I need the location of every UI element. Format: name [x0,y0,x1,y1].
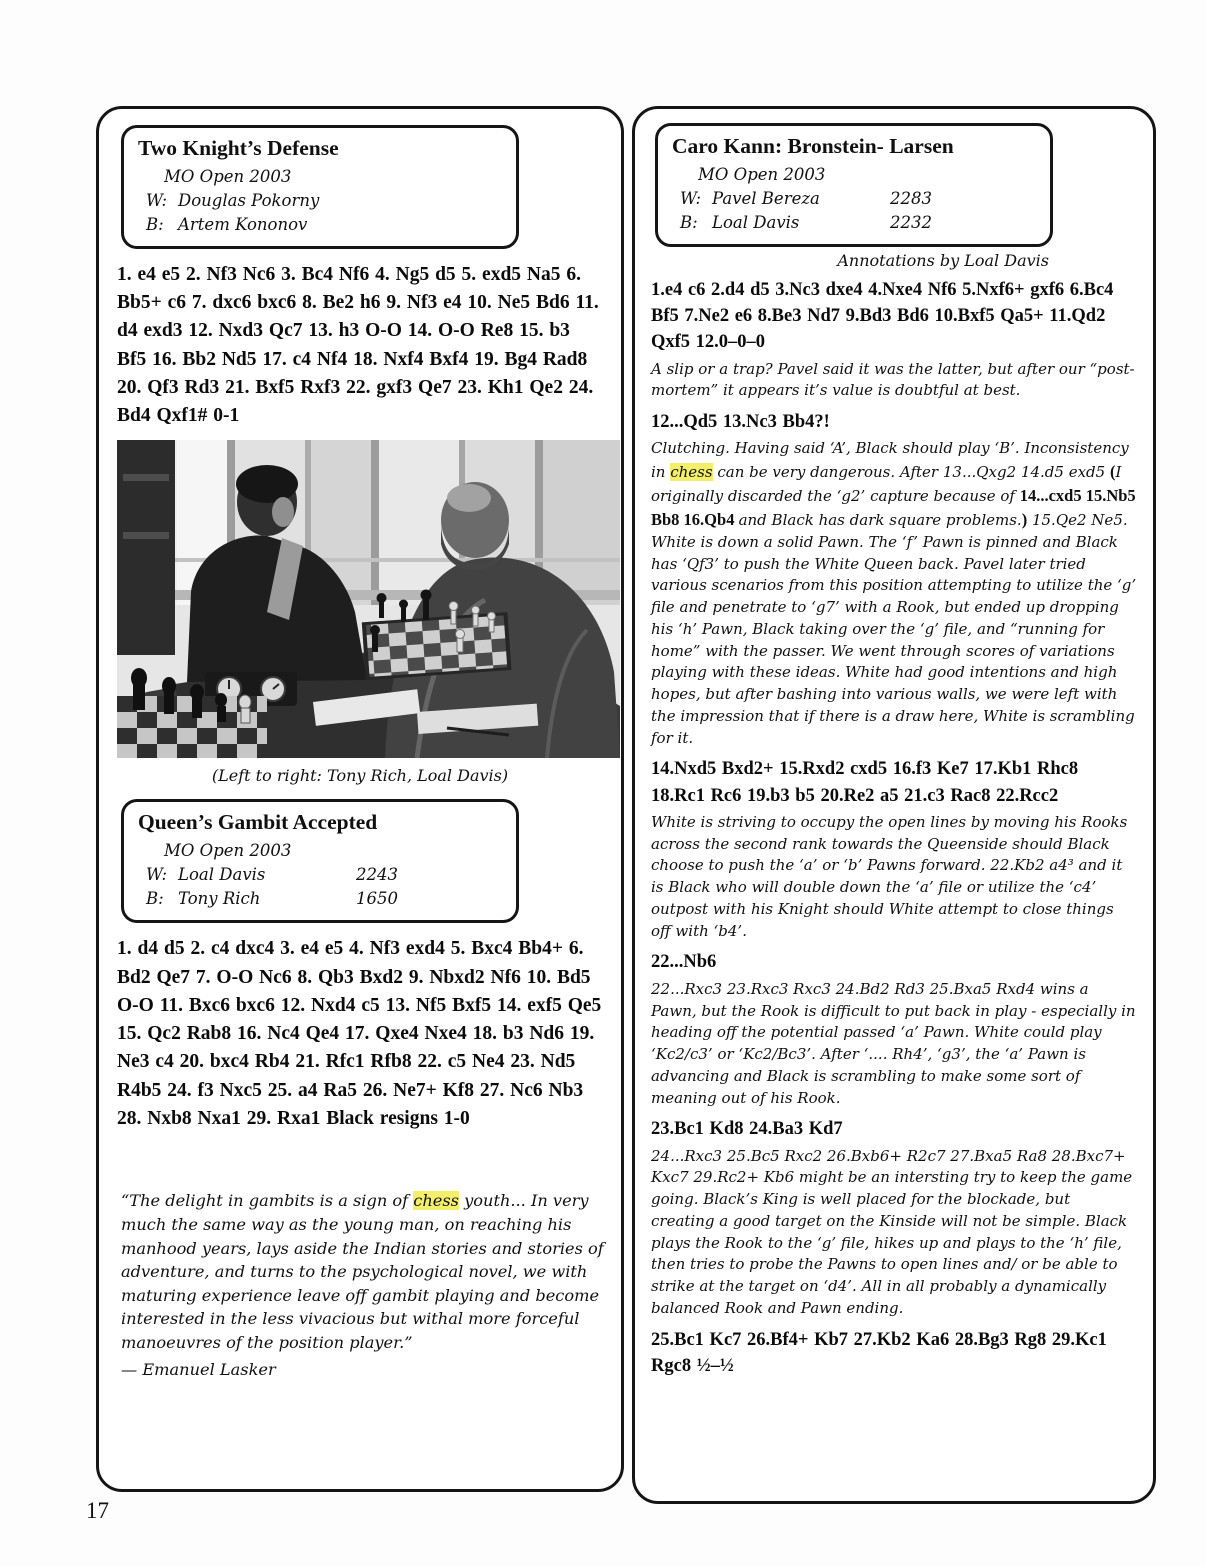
annotation-note-5: 24...Rxc3 25.Bc5 Rxc2 26.Bxb6+ R2c7 27.Bxa5 Ra8 28.Bxc7+ Kxc7 29.Rc2+ Kb6 might be an intersting try to keep the game going. Black’s King is well placed for the blockade, but creating a good target on the Kinside will not be simple. Black plays the Rook to the ‘g’ file, hikes up and plays to the ‘h’ file, then tries to probe the Pawns to open lines and/ or be able to strike at the target on ‘d4’. All in all probably a dynamically balanced Rook and Pawn ending. [651,1146,1133,1317]
photo-illustration [117,440,620,758]
note-run: Clutching. Having said ‘A’, Black should play ‘B’. Inconsistency in [651,439,1129,482]
player-row-black [680,213,1036,232]
black-label: B: [680,212,698,232]
black-name: Artem Kononov [178,214,308,234]
photo-chess-players [117,440,620,758]
white-label: W: [146,865,168,885]
note-run-bold: ( [1109,462,1116,482]
note-run: 15.Qe2 Ne5. White is down a solid Pawn. The ‘f’ Pawn is pinned and Black has ‘Qf3’ to push the White Queen back. Pavel later tried various scenarios from this position attempting to utilize the ‘g’ file and penetrate to ‘g7’ with a Rook, but ended up dropping his ‘h’ Pawn, Black taking over the ‘g’ file, and “running for home” with the passer. We went through scores of variations playing with these ideas. White had good intentions and high hopes, but after bashing into various walls, we were left with the impression that if there is a draw here, White is scrambling for it. [651,511,1137,747]
game-header-qga [121,799,519,923]
annotations-credit: Annotations by Loal Davis [837,250,1049,270]
game-title: Queen’s Gambit Accepted [138,810,378,835]
quote-text: youth... In very much the same way as the young man, on reaching his manhood years, lays aside the Indian stories and stories of adventure, and turns to the psychological novel, we with maturing experience leave off gambit playing and become interested in the less vivacious but withal more forceful manoeuvres of the position player.” [121,1191,604,1353]
right-column [632,106,1156,1504]
quote-text: “The delight in gambits is a sign of [121,1191,414,1211]
white-name: Pavel Bereza [712,188,820,208]
note-run: I originally discarded the ‘g2’ capture because of [651,463,1122,506]
white-label: W: [146,190,168,210]
moves-heading-1: 1.e4 c6 2.d4 d5 3.Nc3 dxe4 4.Nxe4 Nf6 5.Nxf6+ gxf6 6.Bc4 Bf5 7.Ne2 e6 8.Be3 Nd7 9.Bd3 Bd6 10.Bxf5 Qa5+ 11.Qd2 Qxf5 12.0–0–0 [651,279,1114,353]
black-label: B: [146,214,164,234]
annotation-note-1: A slip or a trap? Pavel said it was the latter, but after our “post-mortem” it appears it’s value is doubtful at best. [651,359,1135,400]
moves-heading-5: 23.Bc1 Kd8 24.Ba3 Kd7 [651,1119,843,1140]
photo-caption: (Left to right: Tony Rich, Loal Davis) [211,766,509,786]
moves-heading-6: 25.Bc1 Kc7 26.Bf4+ Kb7 27.Kb2 Ka6 28.Bg3 Rg8 29.Kc1 Rgc8 ½–½ [651,1329,1107,1376]
white-name: Loal Davis [178,865,266,885]
annotation-note-3: White is striving to occupy the open lines by moving his Rooks across the second rank towards the Queenside should Black choose to push the ‘a’ or ‘b’ Pawns forward. 22.Kb2 a4³ and it is Black who will double down the ‘a’ file or utilize the ‘c4’ outpost with his Knight should White attempt to close things off with ‘b4’. [651,812,1128,940]
white-rating: 2283 [890,188,932,208]
black-name: Loal Davis [712,212,800,232]
game-header-two-knights [121,125,519,249]
note-run: can be very dangerous. After 13...Qxg2 14.d5 exd5 [712,463,1110,482]
player-row-white [146,191,502,210]
game-header-caro-kann [655,123,1053,247]
black-rating: 2232 [890,212,932,232]
page-number: 17 [86,1498,109,1523]
game-title: Two Knight’s Defense [138,136,339,160]
black-rating: 1650 [356,889,398,909]
note-run-bold: 14...cxd5 15.Nb5 Bb8 16.Qb4 [651,486,1136,530]
game-title: Caro Kann: Bronstein- Larsen [672,134,954,158]
quote-attribution: — Emanuel Lasker [121,1359,276,1379]
note-run-bold: ) [1021,510,1028,530]
cabinet [117,440,175,655]
white-name: Douglas Pokorny [178,190,320,210]
note-run: and Black has dark square problems. [738,511,1022,530]
black-label: B: [146,889,164,909]
game-event: MO Open 2003 [698,164,826,184]
white-label: W: [680,188,702,208]
annotation-note-2 [651,438,1137,749]
white-rating: 2243 [356,865,398,885]
player-row-white [146,865,502,884]
lasker-quote [121,1189,605,1381]
game1-moves: 1. e4 e5 2. Nf3 Nc6 3. Bc4 Nf6 4. Ng5 d5 5. exd5 Na5 6. Bb5+ c6 7. dxc6 bxc6 8. Be2 h6 9. Nf3 e4 10. Ne5 Bd6 11. d4 exd3 12. Nxd3 Qc7 13. h3 O-O 14. O-O Re8 15. b3 Bf5 16. Bb2 Nd5 17. c4 Nf4 18. Nxf4 Bxf4 19. Bg4 Rad8 20. Qf3 Rd3 21. Bxf5 Rxf3 22. gxf3 Qe7 23. Kh1 Qe2 24. Bd4 Qxf1# 0-1 [117,263,599,427]
annotation-note-4: 22...Rxc3 23.Rxc3 Rxc3 24.Bd2 Rd3 25.Bxa5 Rxd4 wins a Pawn, but the Rook is difficult to put back in play - especially in heading off the potential passed ‘a’ Pawn. White could play ‘Kc2/c3’ or ‘Kc2/Bc3’. After ‘.... Rh4’, ‘g3’, the ‘a’ Pawn is advancing and Black is scrambling to make some sort of meaning out of his Rook. [651,979,1136,1107]
game-event: MO Open 2003 [164,841,292,861]
left-column [96,106,624,1492]
quote-highlight: chess [413,1191,459,1211]
note-highlight: chess [670,463,713,482]
moves-heading-2: 12...Qd5 13.Nc3 Bb4?! [651,412,830,433]
game2-moves: 1. d4 d5 2. c4 dxc4 3. e4 e5 4. Nf3 exd4 5. Bxc4 Bb4+ 6. Bd2 Qe7 7. O-O Nc6 8. Qb3 Bxd2 9. Nbxd2 Nf6 10. Bd5 O-O 11. Bxc6 bxc6 12. Nxd4 c5 13. Nf5 Bxf5 14. exf5 Qe5 15. Qc2 Rab8 16. Nc4 Qe4 17. Qxe4 Nxe4 18. b3 Nd6 19. Ne3 c4 20. bxc4 Rb4 21. Rfc1 Rfb8 22. c5 Ne4 23. Nd5 R4b5 24. f3 Nxc5 25. a4 Ra5 26. Ne7+ Kf8 27. Nc6 Nb3 28. Nxb8 Nxa1 29. Rxa1 Black resigns 1-0 [117,938,602,1129]
player-row-black [146,889,502,908]
player-row-white [680,189,1036,208]
player-row-black [146,215,502,234]
moves-heading-3: 14.Nxd5 Bxd2+ 15.Rxd2 cxd5 16.f3 Ke7 17.Kb1 Rhc8 18.Rc1 Rc6 19.b3 b5 20.Re2 a5 21.c3 Rac8 22.Rcc2 [651,759,1079,806]
game-event: MO Open 2003 [164,166,292,186]
moves-heading-4: 22...Nb6 [651,952,717,973]
black-name: Tony Rich [178,889,261,909]
